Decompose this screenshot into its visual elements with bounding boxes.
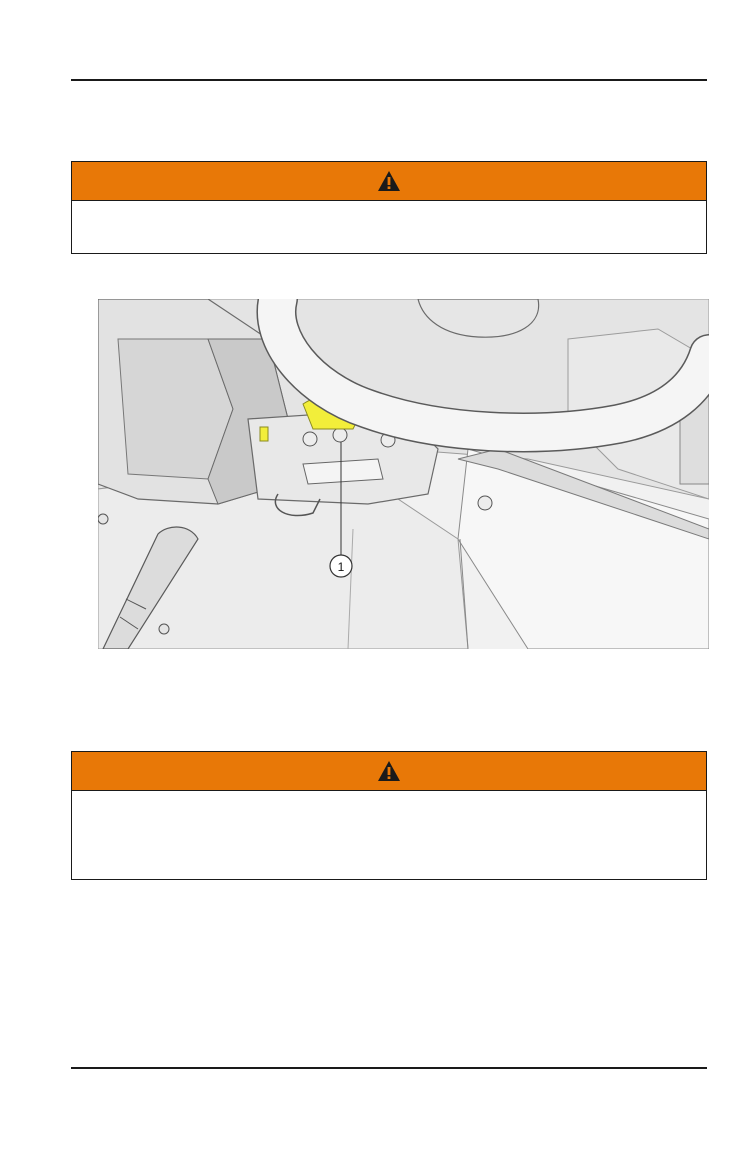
header-rule: [71, 79, 707, 81]
warning-triangle-icon: [377, 760, 401, 782]
footer-rule: [71, 1067, 707, 1069]
warning-header: [72, 162, 706, 201]
warning-header: [72, 752, 706, 791]
steering-column-illustration: [98, 299, 709, 649]
warning-triangle-icon: [377, 170, 401, 192]
warning-box-2: [71, 751, 707, 880]
callout-1-label: 1: [337, 560, 345, 574]
warning-box-1: [71, 161, 707, 254]
